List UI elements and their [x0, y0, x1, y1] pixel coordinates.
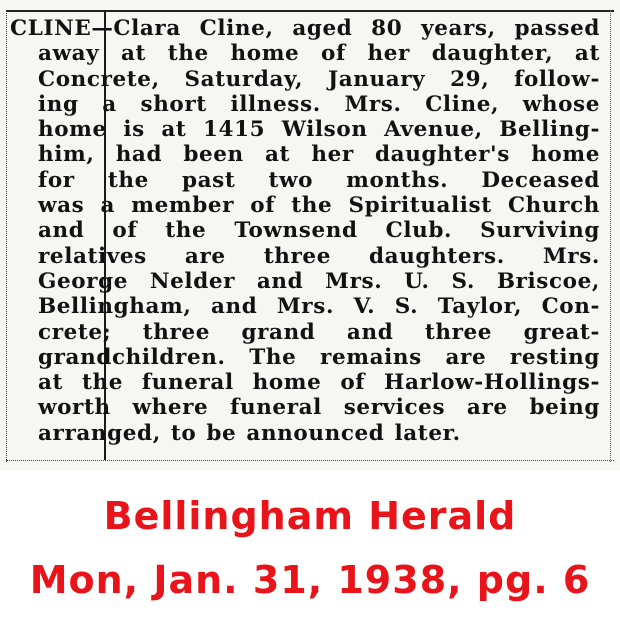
obituary-line: for the past two months. Deceased	[38, 167, 600, 193]
obituary-line: Bellingham, and Mrs. V. S. Taylor, Con-	[38, 294, 600, 320]
obituary-line: him, had been at her daughter's home	[38, 142, 600, 168]
obituary-line: grandchildren. The remains are resting	[38, 344, 600, 370]
caption-publication: Bellingham Herald	[103, 494, 517, 538]
caption-date-page: Mon, Jan. 31, 1938, pg. 6	[29, 558, 591, 602]
obituary-line: was a member of the Spiritualist Church	[38, 193, 600, 219]
obituary-line: CLINE—Clara Cline, aged 80 years, passed	[10, 16, 600, 41]
obituary-line: away at the home of her daughter, at	[38, 41, 600, 67]
obituary-line: George Nelder and Mrs. U. S. Briscoe,	[38, 268, 600, 294]
obituary-text	[10, 16, 600, 446]
column-rule-top	[6, 10, 614, 12]
column-rule-right	[610, 10, 611, 462]
obituary-line: Concrete, Saturday, January 29, follow-	[38, 66, 600, 92]
obituary-line: arranged, to be announced later.	[38, 420, 461, 446]
obituary-line: home is at 1415 Wilson Avenue, Belling-	[38, 117, 600, 143]
column-rule-bottom	[6, 460, 614, 461]
obituary-line: worth where funeral services are being	[38, 395, 600, 421]
column-rule-left	[6, 10, 7, 462]
obituary-line: crete; three grand and three great-	[38, 319, 600, 345]
obituary-line: ing a short illness. Mrs. Cline, whose	[38, 91, 600, 117]
obituary-line: at the funeral home of Harlow-Hollings-	[38, 370, 600, 396]
obituary-line: and of the Townsend Club. Surviving	[38, 218, 600, 244]
obituary-line: relatives are three daughters. Mrs.	[38, 243, 600, 269]
